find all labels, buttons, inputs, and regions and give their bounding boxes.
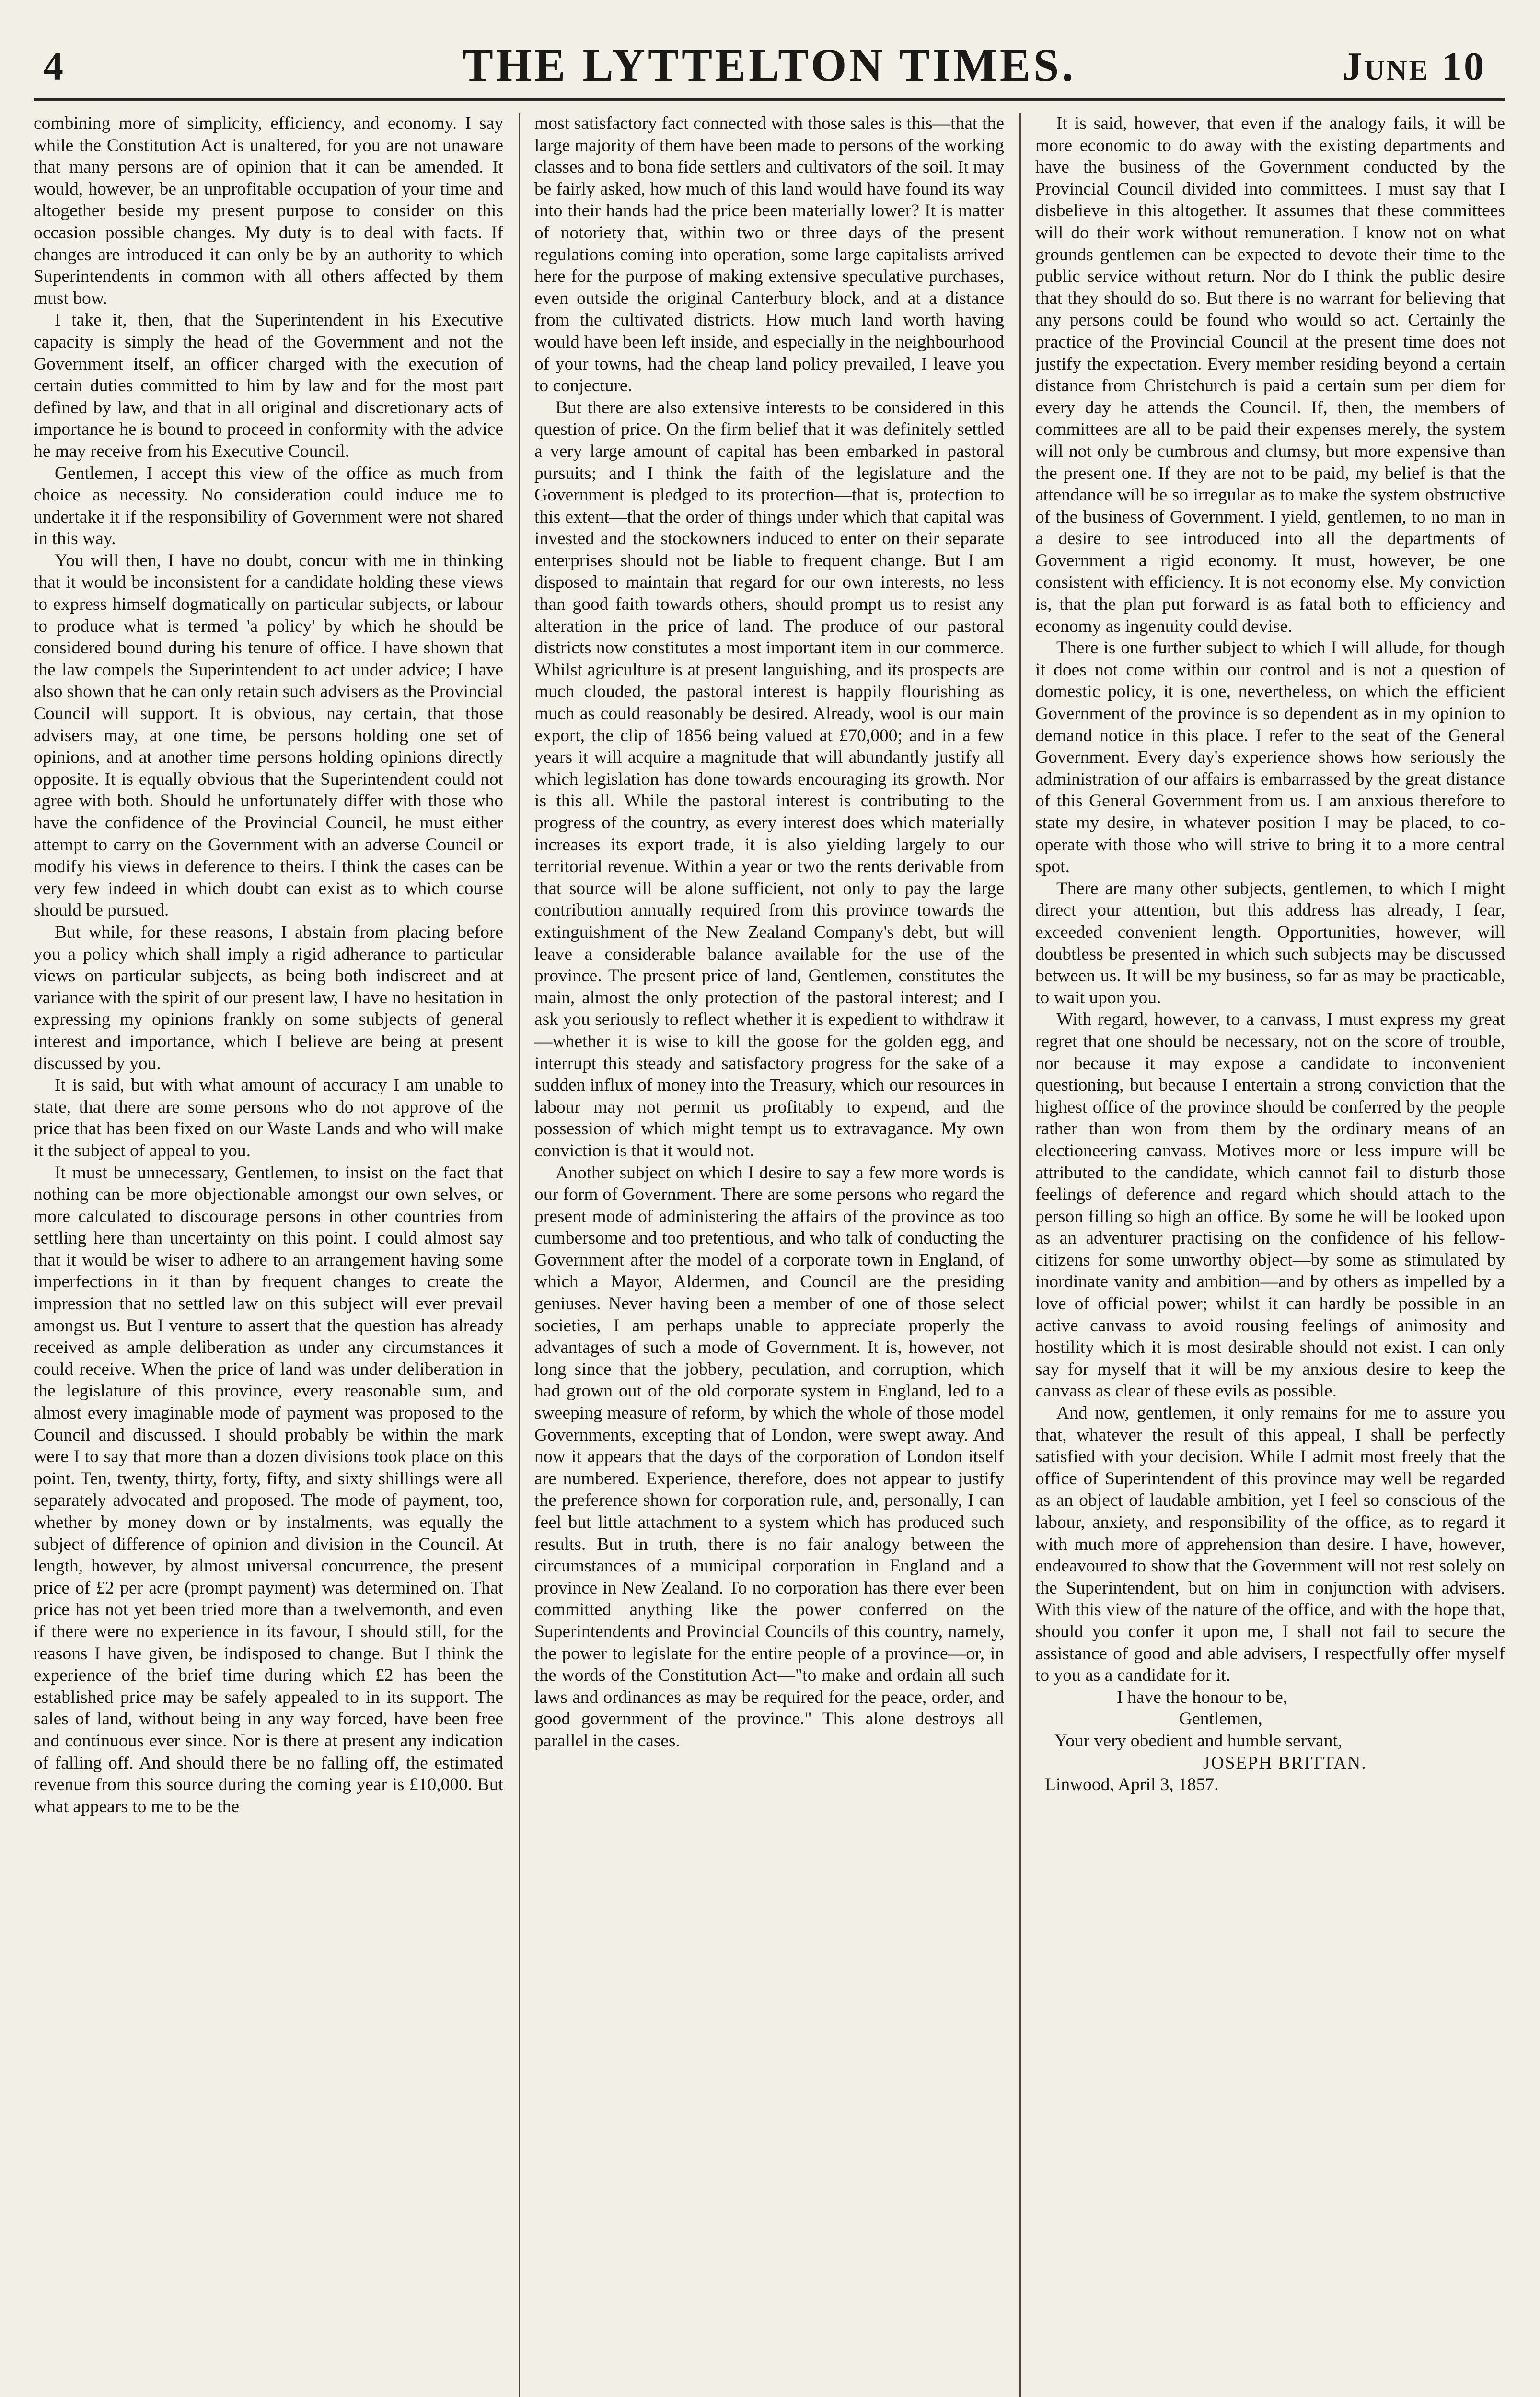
column-divider — [519, 113, 520, 2397]
column-3 — [1035, 113, 1505, 2397]
column-2-paragraph-3: Another subject on which I desire to say a few more words is our form of Government. There are some persons who regard the present mode of administering the affairs of the province as too cumbersome and too pretentious, and who talk of conducting the Government after the model of a corporate town in England, of which a Mayor, Aldermen, and Council are the presiding geniuses. Never having been a member of one of those select societies, I am perhaps unable to appreciate properly the advantages of such a mode of Government. It is, however, not long since that the jobbery, peculation, and corruption, which had grown out of the old corporate system in England, led to a sweeping measure of reform, by which the whole of those model Governments, excepting that of London, were swept away. And now it appears that the days of the corporation of London itself are numbered. Experience, therefore, does not appear to justify the preference shown for corporation rule, and, personally, I can feel but little attachment to a system which has produced such results. But in truth, there is no fair analogy between the circumstances of a municipal corporation in England and a province in New Zealand. To no corporation has there ever been committed anything like the power conferred on the Superintendents and Provincial Councils of this country, namely, the power to legislate for the entire people of a province—or, in the words of the Constitution Act—"to make and ordain all such laws and ordinances as may be required for the peace, order, and good government of the province." This alone destroys all parallel in the cases. — [534, 1163, 1004, 1751]
column-2-paragraph-2: But there are also extensive interests to be considered in this question of price. On the firm belief that it was definitely settled a very large amount of capital has been embarked in pastoral pursuits; and I think the faith of the legislature and the Government is pledged to its protection—that is, protection to this extent—that the order of things under which that capital was invested and the stockowners induced to enter on their separate enterprises should not be liable to frequent change. But I am disposed to maintain that regard for our own interests, no less than good faith towards others, should prompt us to resist any alteration in the price of land. The produce of our pastoral districts now constitutes a most important item in our commerce. Whilst agriculture is at present languishing, and its prospects are much clouded, the pastoral interest is happily flourishing as much as could reasonably be desired. Already, wool is our main export, the clip of 1856 being valued at £70,000; and in a few years it will acquire a magnitude that will abundantly justify all which legislation has done towards encouraging its growth. Nor is this all. While the pastoral interest is contributing to the progress of the country, as every interest does which materially increases its export trade, it is also yielding largely to our territorial revenue. Within a year or two the rents derivable from that source will be alone sufficient, not only to pay the large contribution annually required from this province towards the extinguishment of the New Zealand Company's debt, but will leave a considerable balance available for the use of the province. The present price of land, Gentlemen, constitutes the main, almost the only protection of the pastoral interest; and I ask you seriously to reflect whether it is expedient to withdraw it—whether it is wise to kill the goose for the golden egg, and interrupt this steady and satisfactory progress for the sake of a sudden influx of money into the Treasury, which our resources in labour may not permit us profitably to expend, and the possession of which might tempt us to extravagance. My own conviction is that it would not. — [534, 397, 1004, 1161]
place-date: Linwood, April 3, 1857. — [1045, 1775, 1219, 1795]
column-1-paragraph-1: combining more of simplicity, efficiency, and economy. I say while the Constitution Act is unaltered, for you are not unaware that many persons are of opinion that it can be amended. It would, however, be an unprofitable occupation of your time and altogether beside my present purpose to consider on this occasion possible changes. My duty is to deal with facts. If changes are introduced it can only be by an authority to which Superintendents in common with all others affected by them must bow. — [34, 114, 503, 308]
masthead — [34, 29, 1505, 96]
column-1-paragraph-3: Gentlemen, I accept this view of the office as much from choice as necessity. No consideration could induce me to undertake it if the responsibility of Government were not shared in this way. — [34, 463, 503, 549]
column-2-paragraph-1: most satisfactory fact connected with those sales is this—that the large majority of them have been made to persons of the working classes and to bona fide settlers and cultivators of the soil. It may be fairly asked, how much of this land would have found its way into their hands had the price been materially lower? It is matter of notoriety that, within two or three days of the present regulations coming into operation, some large capitalists arrived here for the purpose of making extensive speculative purchases, even outside the original Canterbury block, and at a distance from the cultivated districts. How much land worth having would have been left inside, and especially in the neighbourhood of your towns, had the cheap land policy prevailed, I leave you to conjecture. — [534, 114, 1004, 396]
newspaper-title: THE LYTTELTON TIMES. — [462, 39, 1077, 91]
closing-valediction: Your very obedient and humble servant, — [1054, 1731, 1343, 1751]
column-3-paragraph-4: With regard, however, to a canvass, I must express my great regret that one should be necessary, not on the score of trouble, nor because it may expose a candidate to inconvenient questioning, but because I entertain a strong conviction that the highest office of the province should be conferred by the people rather than won from them by the ordinary means of an electioneering canvass. Motives more or less impure will be attributed to the candidate, which cannot fail to disturb those feelings of deference and regard which should attach to the person filling so high an office. By some he will be looked upon as an adventurer practising on the confidence of his fellow-citizens for some unworthy object—by some as stimulated by inordinate vanity and ambition—and by others as impelled by a love of official power; whilst it can hardly be possible in an active canvass to avoid rousing feelings of animosity and hostility which it is most desirable should not exist. I can only say for myself that it will be my anxious desire to keep the canvass as clear of these evils as possible. — [1035, 1010, 1505, 1401]
closing-salutation: Gentlemen, — [1179, 1709, 1262, 1729]
column-1-paragraph-7: It must be unnecessary, Gentlemen, to insist on the fact that nothing can be more objectionable amongst our own selves, or more calculated to discourage persons in other countries from settling here than uncertainty on this point. I could almost say that it would be wiser to adhere to an arrangement having some imperfections in it than by frequent changes to create the impression that no settled law on this subject will ever prevail amongst us. But I venture to assert that the question has already received as ample deliberation as under any circumstances it could receive. When the price of land was under deliberation in the legislature of this province, every reasonable sum, and almost every imaginable mode of payment was proposed to the Council and discussed. I should probably be within the mark were I to say that more than a dozen divisions took place on this point. Ten, twenty, thirty, forty, fifty, and sixty shillings were all separately advocated and proposed. The mode of payment, too, whether by money down or by instalments, was equally the subject of difference of opinion and division in the Council. At length, however, by almost universal concurrence, the present price of £2 per acre (prompt payment) was determined on. That price has not yet been tried more than a twelvemonth, and even if there were no experience in its favour, I should still, for the reasons I have given, be indisposed to change. But I think the experience of the brief time during which £2 has been the established price may be safely appealed to in its support. The sales of land, without being in any way forced, have been free and continuous ever since. Nor is there at present any indication of falling off. And should there be no falling off, the estimated revenue from this source during the coming year is £10,000. But what appears to me to be the — [34, 1163, 503, 1816]
letter-closing — [1035, 1687, 1505, 1796]
closing-line: I have the honour to be, — [1117, 1687, 1288, 1707]
column-1-paragraph-6: It is said, but with what amount of accuracy I am unable to state, that there are some persons who do not approve of the price that has been fixed on our Waste Lands and who will make it the subject of appeal to you. — [34, 1075, 503, 1161]
column-1-paragraph-4: You will then, I have no doubt, concur with me in thinking that it would be inconsistent for a candidate holding these views to express himself dogmatically on particular subjects, or labour to produce what is termed 'a policy' by which he should be considered bound during his tenure of office. I have shown that the law compels the Superintendent to act under advice; I have also shown that he can only retain such advisers as the Provincial Council will support. It is obvious, nay certain, that those advisers may, at one time, be persons holding one set of opinions, and at another time persons holding opinions directly opposite. It is equally obvious that the Superintendent could not agree with both. Should he unfortunately differ with those who have the confidence of the Provincial Council, he must either attempt to carry on the Government with an adverse Council or modify his views in deference to theirs. I think the cases can be very few indeed in which doubt can exist as to which course should be pursued. — [34, 550, 503, 920]
column-2 — [534, 113, 1004, 2397]
column-3-paragraph-2: There is one further subject to which I will allude, for though it does not come within our control and is not a question of domestic policy, it is one, nevertheless, on which the efficient Government of the province is so dependent as in my opinion to demand notice in this place. I refer to the seat of the General Government. Every day's experience shows how seriously the administration of our affairs is embarrassed by the great distance of this General Government from us. I am anxious therefore to state my desire, in whatever position I may be placed, to co-operate with those who will strive to bring it to a more central spot. — [1035, 638, 1505, 877]
page-number: 4 — [43, 44, 63, 89]
newspaper-page — [34, 29, 1505, 2397]
column-1-paragraph-5: But while, for these reasons, I abstain from placing before you a policy which shall imply a rigid adherance to particular views on particular subjects, as being both indiscreet and at variance with the spirit of our present law, I have no hesitation in expressing my opinions frankly on some subjects of general interest and importance, which I believe are being at present discussed by you. — [34, 922, 503, 1073]
article-columns — [34, 113, 1505, 2397]
column-1 — [34, 113, 503, 2397]
issue-date: June 10 — [1342, 44, 1486, 89]
masthead-rule — [34, 98, 1505, 101]
column-3-paragraph-1: It is said, however, that even if the analogy fails, it will be more economic to do away with the existing departments and have the business of the Government conducted by the Provincial Council divided into committees. I must say that I disbelieve in this altogether. It assumes that these committees will do their work without remuneration. I know not on what grounds gentlemen can be expected to devote their time to the public service without return. Nor do I think the public desire that they should do so. But there is no warrant for believing that any persons could be found who would so act. Certainly the practice of the Provincial Council at the present time does not justify the expectation. Every member residing beyond a certain distance from Christchurch is paid a certain sum per diem for every day he attends the Council. If, then, the members of committees are all to be paid their expenses merely, the system will not only be cumbrous and clumsy, but more expensive than the present one. If they are not to be paid, my belief is that the attendance will be so irregular as to make the system obstructive of the business of Government. I yield, gentlemen, to no man in a desire to see introduced into all the departments of Government a rigid economy. It must, however, be one consistent with efficiency. It is not economy else. My conviction is, that the plan put forward is as fatal both to efficiency and economy as ingenuity could devise. — [1035, 114, 1505, 636]
column-3-paragraph-3: There are many other subjects, gentlemen, to which I might direct your attention, but this address has already, I fear, exceeded convenient length. Opportunities, however, will doubtless be presented in which such subjects may be discussed between us. It will be my business, so far as may be practicable, to wait upon you. — [1035, 878, 1505, 1008]
signature: JOSEPH BRITTAN. — [1203, 1753, 1367, 1773]
column-divider — [1019, 113, 1021, 2397]
column-1-paragraph-2: I take it, then, that the Superintendent in his Executive capacity is simply the head of the Government and not the Government itself, an officer charged with the execution of certain duties committed to him by law and for the most part defined by law, and that in all original and discretionary acts of importance he is bound to proceed in conformity with the advice he may receive from his Executive Council. — [34, 310, 503, 461]
column-3-paragraph-5: And now, gentlemen, it only remains for me to assure you that, whatever the result of this appeal, I shall be perfectly satisfied with your decision. While I admit most freely that the office of Superintendent of this province may well be regarded as an object of laudable ambition, yet I feel so conscious of the labour, anxiety, and responsibility of the office, as to regard it with much more of apprehension than desire. I have, however, endeavoured to show that the Government will not rest solely on the Superintendent, but on him in conjunction with advisers. With this view of the nature of the office, and with the hope that, should you confer it upon me, I shall not fail to secure the assistance of good and able advisers, I respectfully offer myself to you as a candidate for it. — [1035, 1403, 1505, 1686]
